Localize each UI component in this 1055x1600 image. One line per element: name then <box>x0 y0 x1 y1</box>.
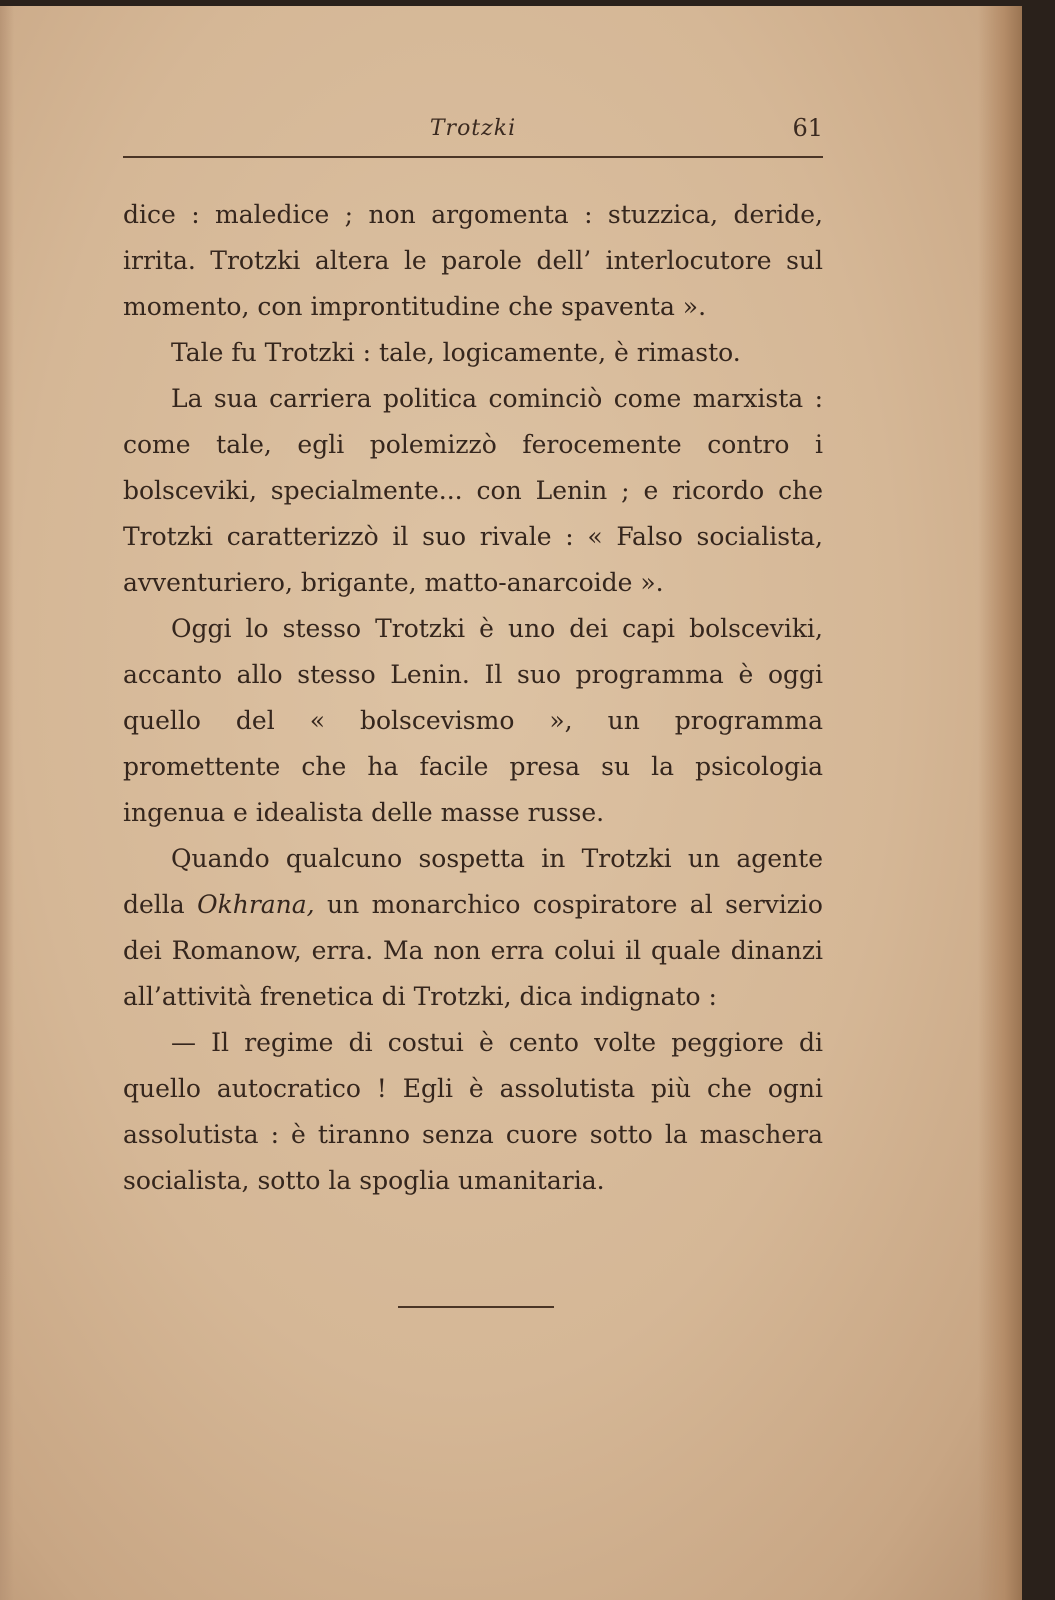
paragraph-text: un monarchico cospiratore al servizio dei Romanow, erra. Ma non erra colui il quale dinanzi all’attività frenetica di Trotzki, dica indignato : <box>123 890 823 1011</box>
header-rule <box>123 156 823 158</box>
page-header <box>123 112 823 148</box>
running-title: Trotzki <box>429 116 517 141</box>
paragraph: Tale fu Trotzki : tale, logicamente, è rimasto. <box>171 338 741 367</box>
paragraph <box>123 836 823 1020</box>
paragraph-text: Quando qualcuno sospetta in Trotzki un agente della <box>123 844 823 919</box>
end-rule <box>398 1306 554 1308</box>
body-text <box>123 192 823 1204</box>
paragraph: dice : maledice ; non argomenta : stuzzica, deride, irrita. Trotzki altera le parole dell’ interlocutore sul momento, con improntitudine che spaventa ». <box>123 200 823 321</box>
paragraph: Oggi lo stesso Trotzki è uno dei capi bolsceviki, accanto allo stesso Lenin. Il suo programma è oggi quello del « bolscevismo », un programma promettente che ha facile presa su la psicologia ingenua e idealista delle masse russe. <box>123 614 823 827</box>
paragraph: — Il regime di costui è cento volte peggiore di quello autocratico ! Egli è assolutista più che ogni assolutista : è tiranno senza cuore sotto la maschera socialista, sotto la spoglia umanitaria. <box>123 1028 823 1195</box>
page-left-edge-shadow <box>0 6 14 1600</box>
paragraph: La sua carriera politica cominciò come marxista : come tale, egli polemizzò ferocemente contro i bolsceviki, specialmente... con Lenin ; e ricordo che Trotzki caratterizzò il suo rivale : « Falso socialista, avventuriero, brigante, matto-anarcoide ». <box>123 384 823 597</box>
page-number: 61 <box>792 114 823 142</box>
page-right-edge-shadow <box>978 6 1022 1600</box>
italic-term: Okhrana, <box>197 890 315 919</box>
